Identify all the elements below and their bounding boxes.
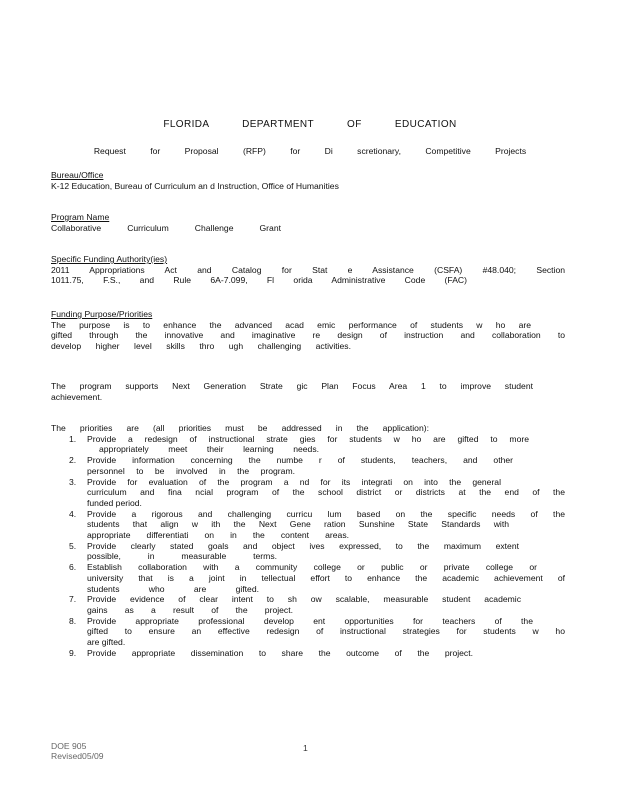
- section-program-supports: [51, 381, 565, 402]
- list-number: 9.: [69, 647, 77, 658]
- section-text: develop higher level skills thro ugh challenging activities.: [51, 341, 351, 352]
- section-text: 2011 Appropriations Act and Catalog for Stat e Assistance (CSFA) #48.040; Section: [51, 264, 565, 275]
- list-item-text: curriculum and fina ncial program of the school district or districts at the end of the: [87, 487, 565, 498]
- list-item-text: Provide appropriate professional develop ent opportunities for teachers of the: [87, 615, 533, 626]
- section-program: [51, 212, 565, 233]
- list-number: 2.: [69, 455, 77, 466]
- list-item-text: possible, in measurable terms.: [87, 551, 277, 562]
- section-text: achievement.: [51, 391, 103, 402]
- section-authority: [51, 254, 565, 286]
- revision-date: Revised05/09: [51, 751, 104, 761]
- list-item-text: students who are gifted.: [87, 583, 259, 594]
- list-item: [51, 594, 565, 615]
- priorities-list: [51, 434, 565, 659]
- list-item: [51, 616, 565, 648]
- page-number: 1: [303, 743, 308, 753]
- page-title: FLORIDA DEPARTMENT OF EDUCATION: [163, 119, 457, 130]
- list-number: 8.: [69, 615, 77, 626]
- list-item-text: Provide a rigorous and challenging curricu lum based on the specific needs of the: [87, 508, 565, 519]
- list-number: 1.: [69, 433, 77, 444]
- section-purpose: [51, 309, 565, 352]
- section-text: Collaborative Curriculum Challenge Grant: [51, 222, 281, 233]
- form-number: DOE 905: [51, 741, 87, 751]
- section-heading: Funding Purpose/Priorities: [51, 309, 153, 319]
- priorities-intro: The priorities are (all priorities must be addressed in the application):: [51, 423, 429, 433]
- list-item-text: Provide evidence of clear intent to sh ow scalable, measurable student academic: [87, 594, 521, 605]
- list-number: 7.: [69, 594, 77, 605]
- list-item-text: Provide information concerning the numbe r of students, teachers, and other: [87, 455, 513, 466]
- section-priorities: [51, 423, 565, 658]
- list-item-text: Provide clearly stated goals and object ives expressed, to the maximum extent: [87, 540, 519, 551]
- list-item-text: Provide appropriate dissemination to share the outcome of the project.: [87, 647, 473, 658]
- section-heading: Bureau/Office: [51, 170, 104, 180]
- page-subtitle: Request for Proposal (RFP) for Di scretionary, Competitive Projects: [93, 146, 527, 156]
- list-number: 5.: [69, 540, 77, 551]
- list-item: [51, 477, 565, 509]
- list-number: 4.: [69, 508, 77, 519]
- list-item-text: Provide a redesign of instructional strate gies for students w ho are gifted to more: [87, 433, 529, 444]
- list-item-text: funded period.: [87, 497, 142, 508]
- form-code: [51, 741, 104, 761]
- list-item: [51, 648, 565, 659]
- section-text: K-12 Education, Bureau of Curriculum an d Instruction, Office of Humanities: [51, 180, 339, 191]
- list-item-text: Establish collaboration with a community college or public or private college or: [87, 562, 537, 573]
- list-item: [51, 541, 565, 562]
- section-bureau: [51, 170, 565, 191]
- list-item: [51, 434, 565, 455]
- list-number: 3.: [69, 476, 77, 487]
- section-text: gifted through the innovative and imaginative re design of instruction and collaboration to: [51, 330, 565, 341]
- list-item-text: students that align w ith the Next Gene ration Sunshine State Standards with: [87, 519, 509, 530]
- list-item-text: university that is a joint in tellectual effort to enhance the academic achievement of: [87, 572, 565, 583]
- section-heading: Program Name: [51, 212, 110, 222]
- list-number: 6.: [69, 562, 77, 573]
- list-item-text: personnel to be involved in the program.: [87, 465, 295, 476]
- list-item-text: gifted to ensure an effective redesign of instructional strategies for students w ho: [87, 626, 565, 637]
- list-item: [51, 509, 565, 541]
- section-text: The purpose is to enhance the advanced acad emic performance of students w ho are: [51, 319, 531, 330]
- list-item: [51, 455, 565, 476]
- list-item-text: appropriate differentiati on in the content areas.: [87, 530, 349, 541]
- section-text: The program supports Next Generation Strate gic Plan Focus Area 1 to improve student: [51, 381, 533, 391]
- list-item-text: are gifted.: [87, 637, 126, 648]
- list-item-text: Provide for evaluation of the program a nd for its integrati on into the general: [87, 476, 501, 487]
- section-heading: Specific Funding Authority(ies): [51, 254, 168, 264]
- section-text: 1011.75, F.S., and Rule 6A-7.099, Fl orida Administrative Code (FAC): [51, 275, 467, 286]
- list-item-text: appropriately meet their learning needs.: [99, 444, 319, 455]
- list-item: [51, 562, 565, 594]
- list-item-text: gains as a result of the project.: [87, 604, 293, 615]
